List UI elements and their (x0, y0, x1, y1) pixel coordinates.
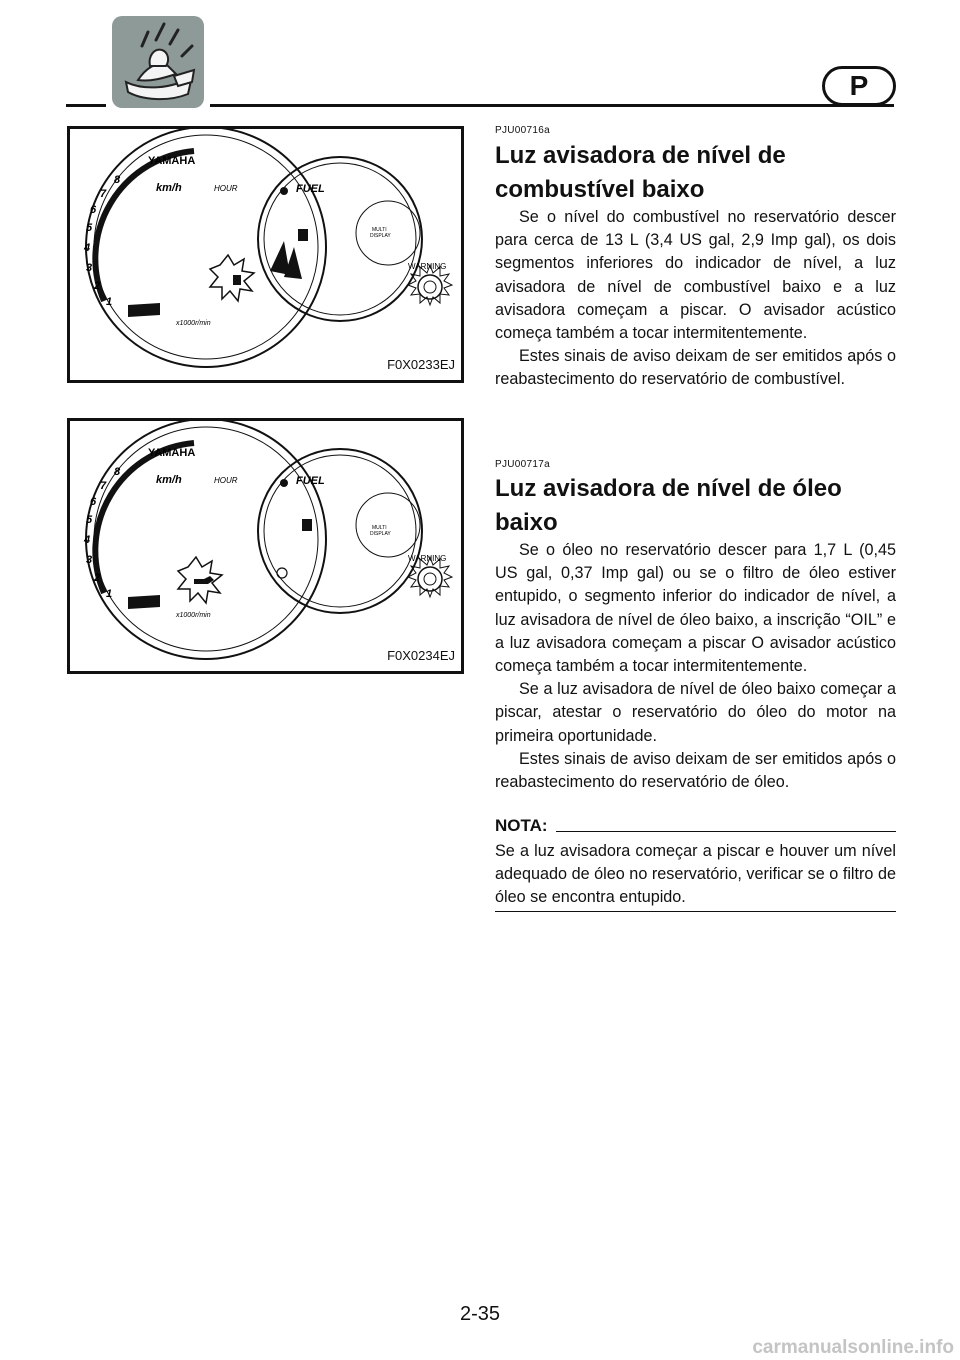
paragraph: Se o óleo no reservatório descer para 1,7 L (0,45 US gal, 0,37 Imp gal) ou se o filtro de óleo estiver entupido, o segmento inferior do indicador de nível, a luz avisadora de nível de óleo baixo, a inscrição “OIL” e a luz avisadora começam a piscar O avisador acústico começa também a tocar intermitentemente. (495, 541, 896, 676)
figure-fuel-warning (67, 126, 464, 383)
svg-text:7: 7 (100, 188, 107, 200)
svg-text:WARNING: WARNING (408, 554, 447, 563)
svg-text:km/h: km/h (156, 474, 182, 486)
section-code: PJU00716a (495, 125, 550, 136)
svg-text:6: 6 (90, 496, 97, 508)
svg-text:DISPLAY: DISPLAY (370, 531, 391, 537)
brand-logo: YAMAHA (148, 447, 196, 459)
section-code: PJU00717a (495, 459, 550, 470)
fuel-segment-flash (270, 241, 302, 279)
svg-text:2: 2 (94, 572, 101, 584)
page-number: 2-35 (459, 1303, 501, 1325)
section-title-line: combustível baixo (495, 176, 705, 203)
svg-text:4: 4 (84, 534, 91, 546)
svg-text:4: 4 (84, 242, 91, 254)
svg-text:WARNING: WARNING (408, 262, 447, 271)
section-title-line: baixo (495, 509, 558, 536)
gauge-illustration-oil (70, 421, 461, 671)
svg-text:HOUR: HOUR (214, 184, 238, 193)
svg-text:7: 7 (100, 480, 107, 492)
brand-logo: YAMAHA (148, 155, 196, 167)
note-rule (556, 831, 896, 832)
fuel-pump-icon (302, 519, 312, 531)
svg-text:DISPLAY: DISPLAY (370, 233, 391, 239)
warning-light-icon (418, 275, 442, 299)
note-body (495, 840, 896, 910)
svg-text:8: 8 (114, 466, 121, 478)
oil-can-icon (194, 576, 214, 584)
paragraph: Se a luz avisadora de nível de óleo baixo começar a piscar, atestar o reservatório do óleo do motor na primeira oportunidade. (495, 680, 896, 745)
note-text: Se a luz avisadora começar a piscar e houver um nível adequado de óleo no reservatório, verificar se o filtro de óleo se encontra entupido. (495, 842, 896, 907)
svg-text:3: 3 (86, 554, 93, 566)
svg-text:5: 5 (86, 514, 93, 526)
svg-text:2: 2 (94, 280, 101, 292)
section-title-line: Luz avisadora de nível de óleo (495, 475, 842, 502)
paragraph: Estes sinais de aviso deixam de ser emitidos após o reabastecimento do reservatório de combustível. (495, 347, 896, 389)
svg-text:FUEL: FUEL (296, 183, 325, 195)
figure-label: F0X0234EJ (387, 648, 455, 663)
warning-light-icon (418, 567, 442, 591)
fuel-warning-light-icon (210, 255, 254, 301)
svg-text:MULTI: MULTI (372, 525, 387, 531)
header-rule (66, 104, 106, 107)
svg-text:5: 5 (86, 222, 93, 234)
svg-text:x1000r/min: x1000r/min (176, 612, 211, 619)
figure-oil-warning (67, 418, 464, 674)
section-body (495, 206, 896, 392)
note-label: NOTA: (495, 816, 548, 835)
svg-text:HOUR: HOUR (214, 476, 238, 485)
note-header (495, 816, 896, 836)
header-rule (210, 104, 894, 107)
svg-text:8: 8 (114, 174, 121, 186)
paragraph: Se o nível do combustível no reservatório descer para cerca de 13 L (3,4 US gal, 2,9 Imp gal), os dois segmentos inferiores do indicador de nível, a luz avisadora de nível de combustível baixo e a luz avisadora começam a piscar. O avisador acústico começa também a tocar intermitentemente. (495, 208, 896, 343)
section-title (495, 472, 896, 540)
svg-text:km/h: km/h (156, 182, 182, 194)
svg-text:1: 1 (106, 588, 113, 600)
svg-text:MULTI: MULTI (372, 227, 387, 233)
figure-label: F0X0233EJ (387, 357, 455, 372)
svg-text:3: 3 (86, 262, 93, 274)
svg-text:1: 1 (106, 296, 113, 308)
note-bottom-rule (495, 911, 896, 912)
watercraft-icon (112, 16, 204, 108)
gauge-illustration-fuel (70, 129, 461, 380)
fuel-pump-icon (298, 229, 308, 241)
section-body (495, 539, 896, 794)
svg-text:FUEL: FUEL (296, 475, 325, 487)
section-title (495, 139, 896, 207)
paragraph: Estes sinais de aviso deixam de ser emitidos após o reabastecimento do reservatório de óleo. (495, 749, 896, 792)
svg-text:x1000r/min: x1000r/min (176, 320, 211, 327)
svg-text:6: 6 (90, 204, 97, 216)
watermark: carmanualsonline.info (752, 1337, 954, 1358)
section-title-line: Luz avisadora de nível de (495, 142, 786, 169)
language-badge: P (822, 66, 896, 106)
